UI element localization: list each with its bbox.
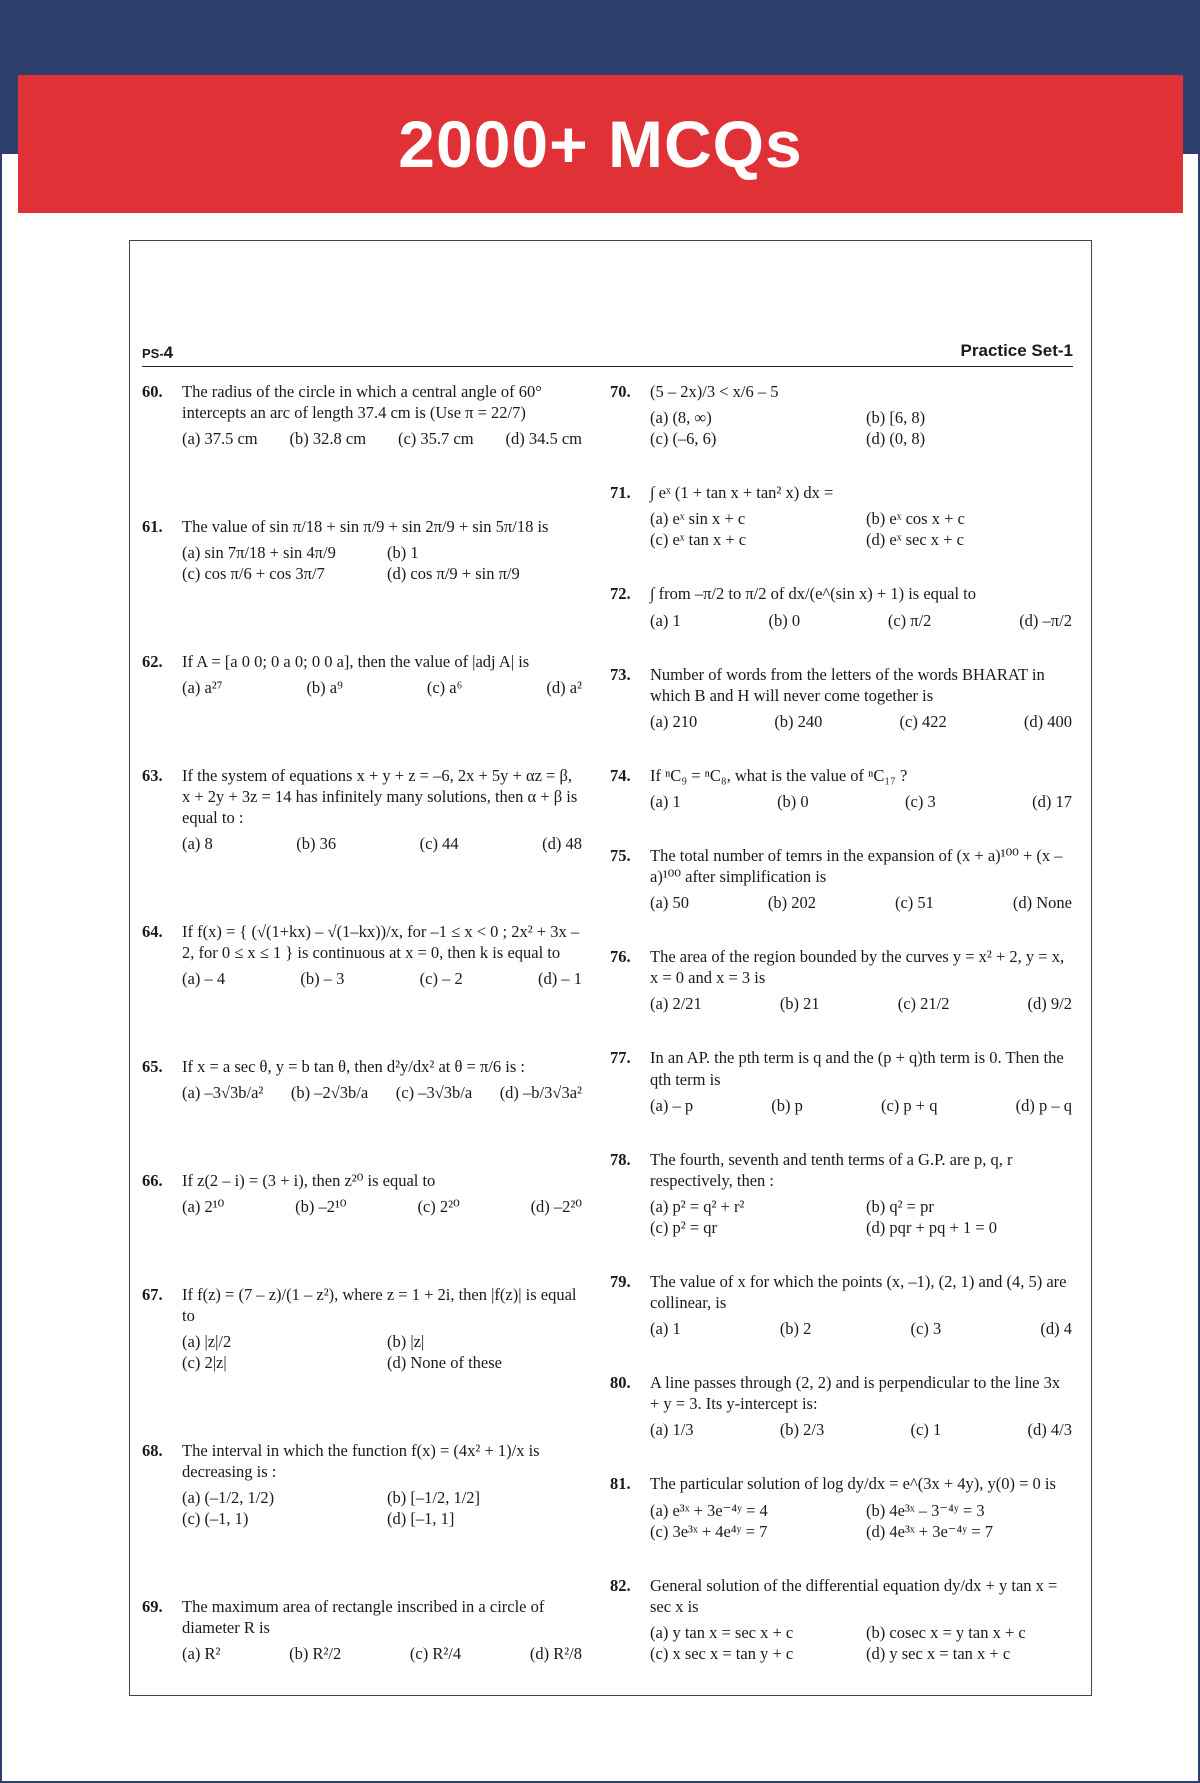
answer-option: (c) 35.7 cm — [397, 429, 474, 449]
answer-options — [182, 1643, 582, 1664]
question-stem: The value of x for which the points (x, –1), (2, 1) and (4, 5) are collinear, is — [650, 1272, 1067, 1313]
answer-option: (d) 4e³ˣ + 3e⁻⁴ʸ = 7 — [866, 1521, 993, 1541]
answer-option: (b) 21 — [779, 994, 820, 1014]
question-number: 69. — [142, 1596, 163, 1616]
question-body — [182, 381, 582, 449]
question-stem: ∫ from –π/2 to π/2 of dx/(e^(sin x) + 1) is equal to — [650, 584, 977, 604]
page-prefix: PS- — [142, 346, 164, 361]
answer-options — [650, 1419, 1072, 1440]
answer-options — [650, 1196, 1072, 1238]
question-body — [182, 1596, 582, 1664]
question-item — [142, 516, 582, 584]
answer-option: (a) 1 — [650, 791, 681, 811]
question-number: 78. — [610, 1149, 631, 1169]
answer-options — [650, 892, 1072, 913]
question-number: 66. — [142, 1170, 163, 1190]
question-number: 74. — [610, 765, 631, 785]
question-stem: The maximum area of rectangle inscribed in a circle of diameter R is — [182, 1596, 545, 1637]
answer-option: (c) 21/2 — [897, 994, 950, 1014]
answer-option: (b) eˣ cos x + c — [866, 509, 965, 529]
question-stem: If ⁿC₉ = ⁿC₈, what is the value of ⁿC₁₇ ? — [650, 765, 908, 785]
question-item — [142, 381, 582, 449]
question-stem: The total number of temrs in the expansion of (x + a)¹⁰⁰ + (x – a)¹⁰⁰ after simplification is — [650, 845, 1063, 887]
answer-option: (a) (–1/2, 1/2) — [182, 1487, 275, 1507]
question-number: 70. — [610, 382, 631, 401]
question-stem: If f(z) = (7 – z)/(1 – z²), where z = 1 + 2i, then |f(z)| is equal to — [182, 1284, 577, 1325]
answer-option: (d) –b/3√3a² — [499, 1083, 582, 1103]
question-stem: (5 – 2x)/3 < x/6 – 5 — [650, 382, 779, 401]
question-item — [142, 765, 582, 854]
answer-options — [182, 968, 582, 989]
answer-option: (b) – 3 — [300, 969, 345, 989]
question-stem: A line passes through (2, 2) and is perpendicular to the line 3x + y = 3. Its y-intercept is: — [650, 1373, 1061, 1414]
answer-option: (d) y sec x = tan x + c — [866, 1644, 1011, 1664]
answer-option: (d) 34.5 cm — [505, 429, 582, 449]
answer-option: (a) eˣ sin x + c — [650, 509, 746, 529]
question-stem: The particular solution of log dy/dx = e^(3x + 4y), y(0) = 0 is — [650, 1474, 1056, 1494]
question-stem: If z(2 – i) = (3 + i), then z²⁰ is equal to — [182, 1170, 436, 1190]
question-item — [610, 482, 1072, 550]
question-item — [610, 664, 1072, 732]
question-number: 63. — [142, 765, 163, 785]
answer-option: (c) π/2 — [887, 610, 932, 630]
answer-option: (c) 3 — [910, 1319, 942, 1339]
question-body — [182, 1284, 582, 1373]
answer-options — [650, 1500, 1072, 1542]
question-body — [650, 946, 1072, 1014]
right-column — [610, 381, 1072, 1671]
answer-options — [650, 1318, 1072, 1339]
question-body — [182, 921, 582, 989]
question-number: 76. — [610, 947, 631, 967]
answer-option: (b) p — [771, 1095, 803, 1115]
question-number: 81. — [610, 1474, 631, 1494]
answer-option: (b) [–1/2, 1/2] — [387, 1487, 481, 1507]
answer-option: (b) –2¹⁰ — [295, 1196, 347, 1216]
answer-option: (c) cos π/6 + cos 3π/7 — [182, 564, 325, 584]
answer-options — [650, 407, 1072, 449]
answer-option: (b) –2√3b/a — [290, 1083, 369, 1103]
question-number: 67. — [142, 1284, 163, 1304]
answer-option: (c) p + q — [880, 1095, 938, 1115]
answer-option: (a) R² — [182, 1644, 221, 1664]
question-body — [650, 1271, 1072, 1339]
question-number: 73. — [610, 664, 631, 684]
question-body — [650, 482, 1072, 550]
question-item — [610, 1271, 1072, 1339]
answer-option: (c) 1 — [910, 1420, 942, 1440]
question-number: 75. — [610, 845, 631, 865]
page-header — [142, 341, 1073, 367]
answer-option: (c) (–6, 6) — [650, 429, 717, 449]
answer-option: (c) 44 — [419, 834, 459, 854]
question-item — [610, 765, 1072, 812]
answer-option: (d) – 1 — [538, 969, 582, 989]
answer-option: (b) 2/3 — [779, 1420, 825, 1440]
answer-option: (b) 32.8 cm — [289, 429, 367, 449]
question-body — [182, 765, 582, 854]
answer-option: (c) 3e³ˣ + 4e⁴ʸ = 7 — [650, 1521, 768, 1541]
answer-options — [650, 1622, 1072, 1664]
answer-option: (c) eˣ tan x + c — [650, 530, 747, 550]
answer-option: (c) 2²⁰ — [417, 1196, 460, 1216]
answer-option: (d) None — [1012, 893, 1072, 913]
question-body — [650, 1372, 1072, 1440]
answer-option: (d) –2²⁰ — [530, 1196, 582, 1216]
answer-option: (d) eˣ sec x + c — [866, 530, 964, 550]
question-stem: If the system of equations x + y + z = –6, 2x + 5y + αz = β, x + 2y + 3z = 14 has infinitely many solutions, then α + β is equal to : — [182, 765, 578, 828]
answer-option: (c) x sec x = tan y + c — [650, 1644, 794, 1664]
answer-option: (d) (0, 8) — [866, 429, 926, 449]
answer-option: (d) R²/8 — [529, 1644, 582, 1664]
answer-option: (b) R²/2 — [289, 1644, 342, 1664]
question-stem: The area of the region bounded by the curves y = x² + 2, y = x, x = 0 and x = 3 is — [650, 947, 1065, 988]
answer-option: (c) a⁶ — [426, 678, 463, 698]
question-item — [142, 1596, 582, 1664]
answer-option: (c) 3 — [905, 791, 936, 811]
question-item — [610, 1372, 1072, 1440]
answer-options — [182, 428, 582, 449]
question-number: 60. — [142, 382, 163, 401]
answer-option: (a) 1 — [650, 1319, 681, 1339]
question-item — [610, 1473, 1072, 1541]
answer-option: (b) 36 — [296, 834, 337, 854]
question-body — [650, 664, 1072, 732]
title-banner — [18, 75, 1183, 213]
question-stem: The fourth, seventh and tenth terms of a G.P. are p, q, r respectively, then : — [650, 1149, 1013, 1190]
answer-options — [182, 677, 582, 698]
answer-option: (a) (8, ∞) — [650, 408, 712, 428]
answer-option: (c) 422 — [899, 711, 947, 731]
answer-option: (d) 400 — [1023, 711, 1072, 731]
question-stem: The value of sin π/18 + sin π/9 + sin 2π/9 + sin 5π/18 is — [182, 516, 549, 536]
question-number: 82. — [610, 1575, 631, 1595]
answer-option: (c) 2|z| — [182, 1353, 227, 1372]
answer-options — [650, 508, 1072, 550]
answer-option: (a) –3√3b/a² — [182, 1083, 264, 1103]
answer-option: (b) 202 — [767, 893, 817, 913]
answer-option: (d) 4/3 — [1027, 1420, 1072, 1440]
answer-options — [182, 833, 582, 854]
answer-options — [182, 1487, 582, 1529]
answer-option: (b) 240 — [774, 711, 823, 731]
answer-option: (d) None of these — [387, 1353, 503, 1372]
answer-option: (d) [–1, 1] — [387, 1509, 455, 1529]
answer-options — [182, 1196, 582, 1217]
answer-options — [182, 1331, 582, 1373]
answer-option: (b) [6, 8) — [866, 408, 926, 428]
answer-option: (a) y tan x = sec x + c — [650, 1622, 794, 1642]
answer-option: (b) 1 — [387, 543, 419, 563]
question-body — [650, 381, 1072, 449]
question-stem: The interval in which the function f(x) = (4x² + 1)/x is decreasing is : — [182, 1440, 540, 1481]
question-body — [182, 1440, 582, 1529]
question-item — [142, 1170, 582, 1217]
answer-option: (a) 37.5 cm — [182, 429, 258, 449]
answer-options — [650, 1095, 1072, 1116]
answer-option: (a) 50 — [650, 893, 689, 913]
answer-options — [650, 610, 1072, 631]
answer-option: (b) a⁹ — [306, 678, 343, 698]
question-body — [182, 1170, 582, 1217]
answer-option: (b) q² = pr — [866, 1196, 934, 1216]
answer-option: (d) 17 — [1032, 791, 1072, 811]
answer-option: (b) |z| — [387, 1331, 425, 1351]
question-number: 71. — [610, 483, 631, 503]
answer-option: (a) 8 — [182, 834, 213, 854]
answer-option: (a) 2¹⁰ — [182, 1196, 225, 1216]
question-number: 72. — [610, 584, 631, 604]
question-item — [610, 1149, 1072, 1238]
answer-option: (a) – 4 — [182, 969, 226, 989]
set-title: Practice Set-1 — [960, 341, 1073, 360]
banner-title: 2000+ MCQs — [398, 107, 803, 181]
answer-option: (d) –π/2 — [1019, 610, 1072, 630]
question-body — [650, 583, 1072, 630]
question-number: 61. — [142, 516, 163, 536]
answer-option: (b) 0 — [777, 791, 809, 811]
question-stem: ∫ eˣ (1 + tan x + tan² x) dx = — [650, 483, 834, 503]
question-stem: If x = a sec θ, y = b tan θ, then d²y/dx² at θ = π/6 is : — [182, 1056, 525, 1076]
answer-option: (c) p² = qr — [650, 1217, 717, 1237]
question-number: 68. — [142, 1440, 163, 1460]
answer-option: (d) pqr + pq + 1 = 0 — [866, 1217, 998, 1237]
answer-option: (a) 1 — [650, 610, 681, 630]
question-body — [182, 516, 582, 584]
question-item — [610, 946, 1072, 1014]
question-item — [142, 1056, 582, 1103]
question-stem: General solution of the differential equation dy/dx + y tan x = sec x is — [650, 1575, 1058, 1616]
question-body — [650, 1575, 1072, 1664]
answer-option: (b) 4e³ˣ – 3⁻⁴ʸ = 3 — [866, 1500, 985, 1520]
question-item — [610, 1047, 1072, 1115]
question-stem: The radius of the circle in which a central angle of 60° intercepts an arc of length 37.4 cm is (Use π = 22/7) — [182, 382, 542, 423]
question-stem: If A = [a 0 0; 0 a 0; 0 0 a], then the value of |adj A| is — [182, 651, 530, 671]
question-number: 64. — [142, 921, 163, 941]
answer-option: (a) 1/3 — [650, 1420, 694, 1440]
answer-option: (d) p – q — [1015, 1095, 1072, 1115]
question-item — [142, 651, 582, 698]
question-number: 65. — [142, 1056, 163, 1076]
answer-option: (c) 51 — [894, 893, 934, 913]
left-column — [142, 381, 582, 1671]
answer-option: (d) 48 — [542, 834, 582, 854]
question-number: 80. — [610, 1373, 631, 1393]
question-stem: In an AP. the pth term is q and the (p + q)th term is 0. Then the qth term is — [650, 1048, 1064, 1089]
answer-option: (d) a² — [546, 678, 582, 698]
answer-option: (a) – p — [650, 1095, 694, 1115]
question-item — [142, 1284, 582, 1373]
question-body — [650, 1473, 1072, 1541]
question-item — [610, 381, 1072, 449]
question-number: 77. — [610, 1048, 631, 1068]
answer-options — [182, 542, 582, 584]
question-item — [142, 1440, 582, 1529]
answer-options — [650, 993, 1072, 1014]
answer-options — [650, 791, 1072, 812]
question-body — [650, 845, 1072, 913]
question-body — [182, 651, 582, 698]
answer-option: (a) 2/21 — [650, 994, 702, 1014]
answer-option: (a) 210 — [650, 711, 698, 731]
page-sheet — [129, 240, 1092, 1696]
answer-option: (b) 0 — [768, 610, 801, 630]
answer-option: (d) cos π/9 + sin π/9 — [387, 564, 520, 584]
answer-option: (d) 4 — [1040, 1319, 1072, 1339]
answer-option: (a) a²⁷ — [182, 678, 223, 698]
question-body — [650, 765, 1072, 812]
answer-option: (b) cosec x = y tan x + c — [866, 1622, 1026, 1642]
question-body — [182, 1056, 582, 1103]
answer-option: (d) 9/2 — [1027, 994, 1072, 1014]
answer-option: (b) 2 — [779, 1319, 812, 1339]
answer-options — [650, 711, 1072, 732]
answer-option: (a) sin 7π/18 + sin 4π/9 — [182, 543, 336, 563]
page-num: 4 — [163, 343, 174, 362]
question-item — [610, 1575, 1072, 1664]
page-number — [142, 343, 173, 363]
question-item — [610, 583, 1072, 630]
question-body — [650, 1047, 1072, 1115]
answer-option: (c) (–1, 1) — [182, 1509, 249, 1529]
answer-option: (c) R²/4 — [409, 1644, 462, 1664]
answer-options — [182, 1082, 582, 1103]
answer-option: (c) –3√3b/a — [395, 1083, 473, 1103]
answer-option: (a) p² = q² + r² — [650, 1196, 745, 1216]
question-body — [650, 1149, 1072, 1238]
question-number: 62. — [142, 651, 163, 671]
question-number: 79. — [610, 1272, 631, 1291]
answer-option: (c) – 2 — [419, 969, 463, 989]
question-item — [142, 921, 582, 989]
answer-option: (a) |z|/2 — [182, 1331, 232, 1351]
question-stem: Number of words from the letters of the words BHARAT in which B and H will never come together is — [650, 664, 1045, 705]
question-stem: If f(x) = { (√(1+kx) – √(1–kx))/x, for –1 ≤ x < 0 ; 2x² + 3x – 2, for 0 ≤ x ≤ 1 } is continuous at x = 0, then k is equal to — [182, 921, 580, 963]
question-item — [610, 845, 1072, 913]
answer-option: (a) e³ˣ + 3e⁻⁴ʸ = 4 — [650, 1500, 768, 1520]
